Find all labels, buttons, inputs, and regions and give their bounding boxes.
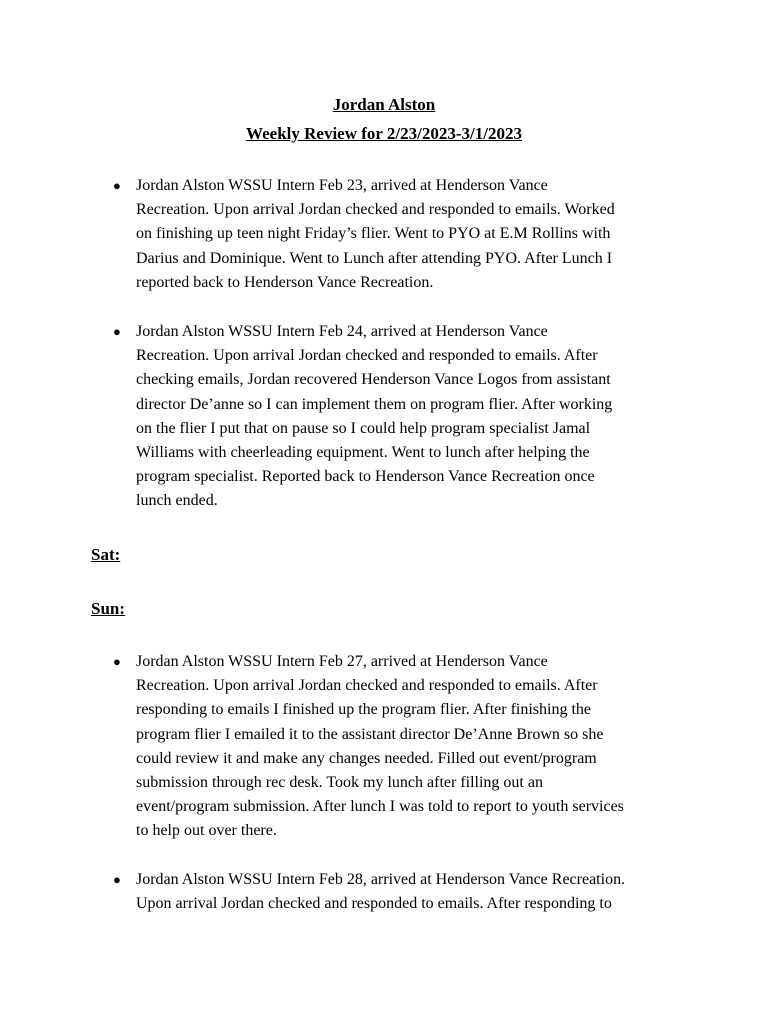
entry-feb-23: Jordan Alston WSSU Intern Feb 23, arrived at Henderson Vance Recreation. Upon arrival Jordan checked and responded to emails. Worked on finishing up teen night Friday’s flier. Went to PYO at E.M Rollins with Darius and Dominique. Went to Lunch after attending PYO. After Lunch I reported back to Henderson Vance Recreation. xyxy=(136,177,615,291)
document-subtitle: Weekly Review for 2/23/2023-3/1/2023 xyxy=(246,124,522,143)
document-title: Jordan Alston xyxy=(332,95,436,114)
entry-feb-28: Jordan Alston WSSU Intern Feb 28, arrived at Henderson Vance Recreation. Upon arrival Jordan checked and responded to emails. After responding to xyxy=(136,871,626,913)
day-label-sat: Sat: xyxy=(91,545,121,564)
bullet-icon: ● xyxy=(113,872,121,887)
entry-feb-27: Jordan Alston WSSU Intern Feb 27, arrived at Henderson Vance Recreation. Upon arrival Jordan checked and responded to emails. After responding to emails I finished up the program flier. After finishing the program flier I emailed it to the assistant director De’Anne Brown so she could review it and make any changes needed. Filled out event/program submission through rec desk. Took my lunch after filling out an event/program submission. After lunch I was told to report to youth services to help out over there. xyxy=(136,653,624,840)
bullet-icon: ● xyxy=(113,324,121,339)
bullet-icon: ● xyxy=(113,178,121,193)
bullet-icon: ● xyxy=(113,654,121,669)
entry-feb-24: Jordan Alston WSSU Intern Feb 24, arrived at Henderson Vance Recreation. Upon arrival Jordan checked and responded to emails. After checking emails, Jordan recovered Henderson Vance Logos from assistant director De’anne so I can implement them on program flier. After working on the flier I put that on pause so I could help program specialist Jamal Williams with cheerleading equipment. Went to lunch after helping the program specialist. Reported back to Henderson Vance Recreation once lunch ended. xyxy=(136,323,613,510)
day-label-sun: Sun: xyxy=(91,599,126,618)
